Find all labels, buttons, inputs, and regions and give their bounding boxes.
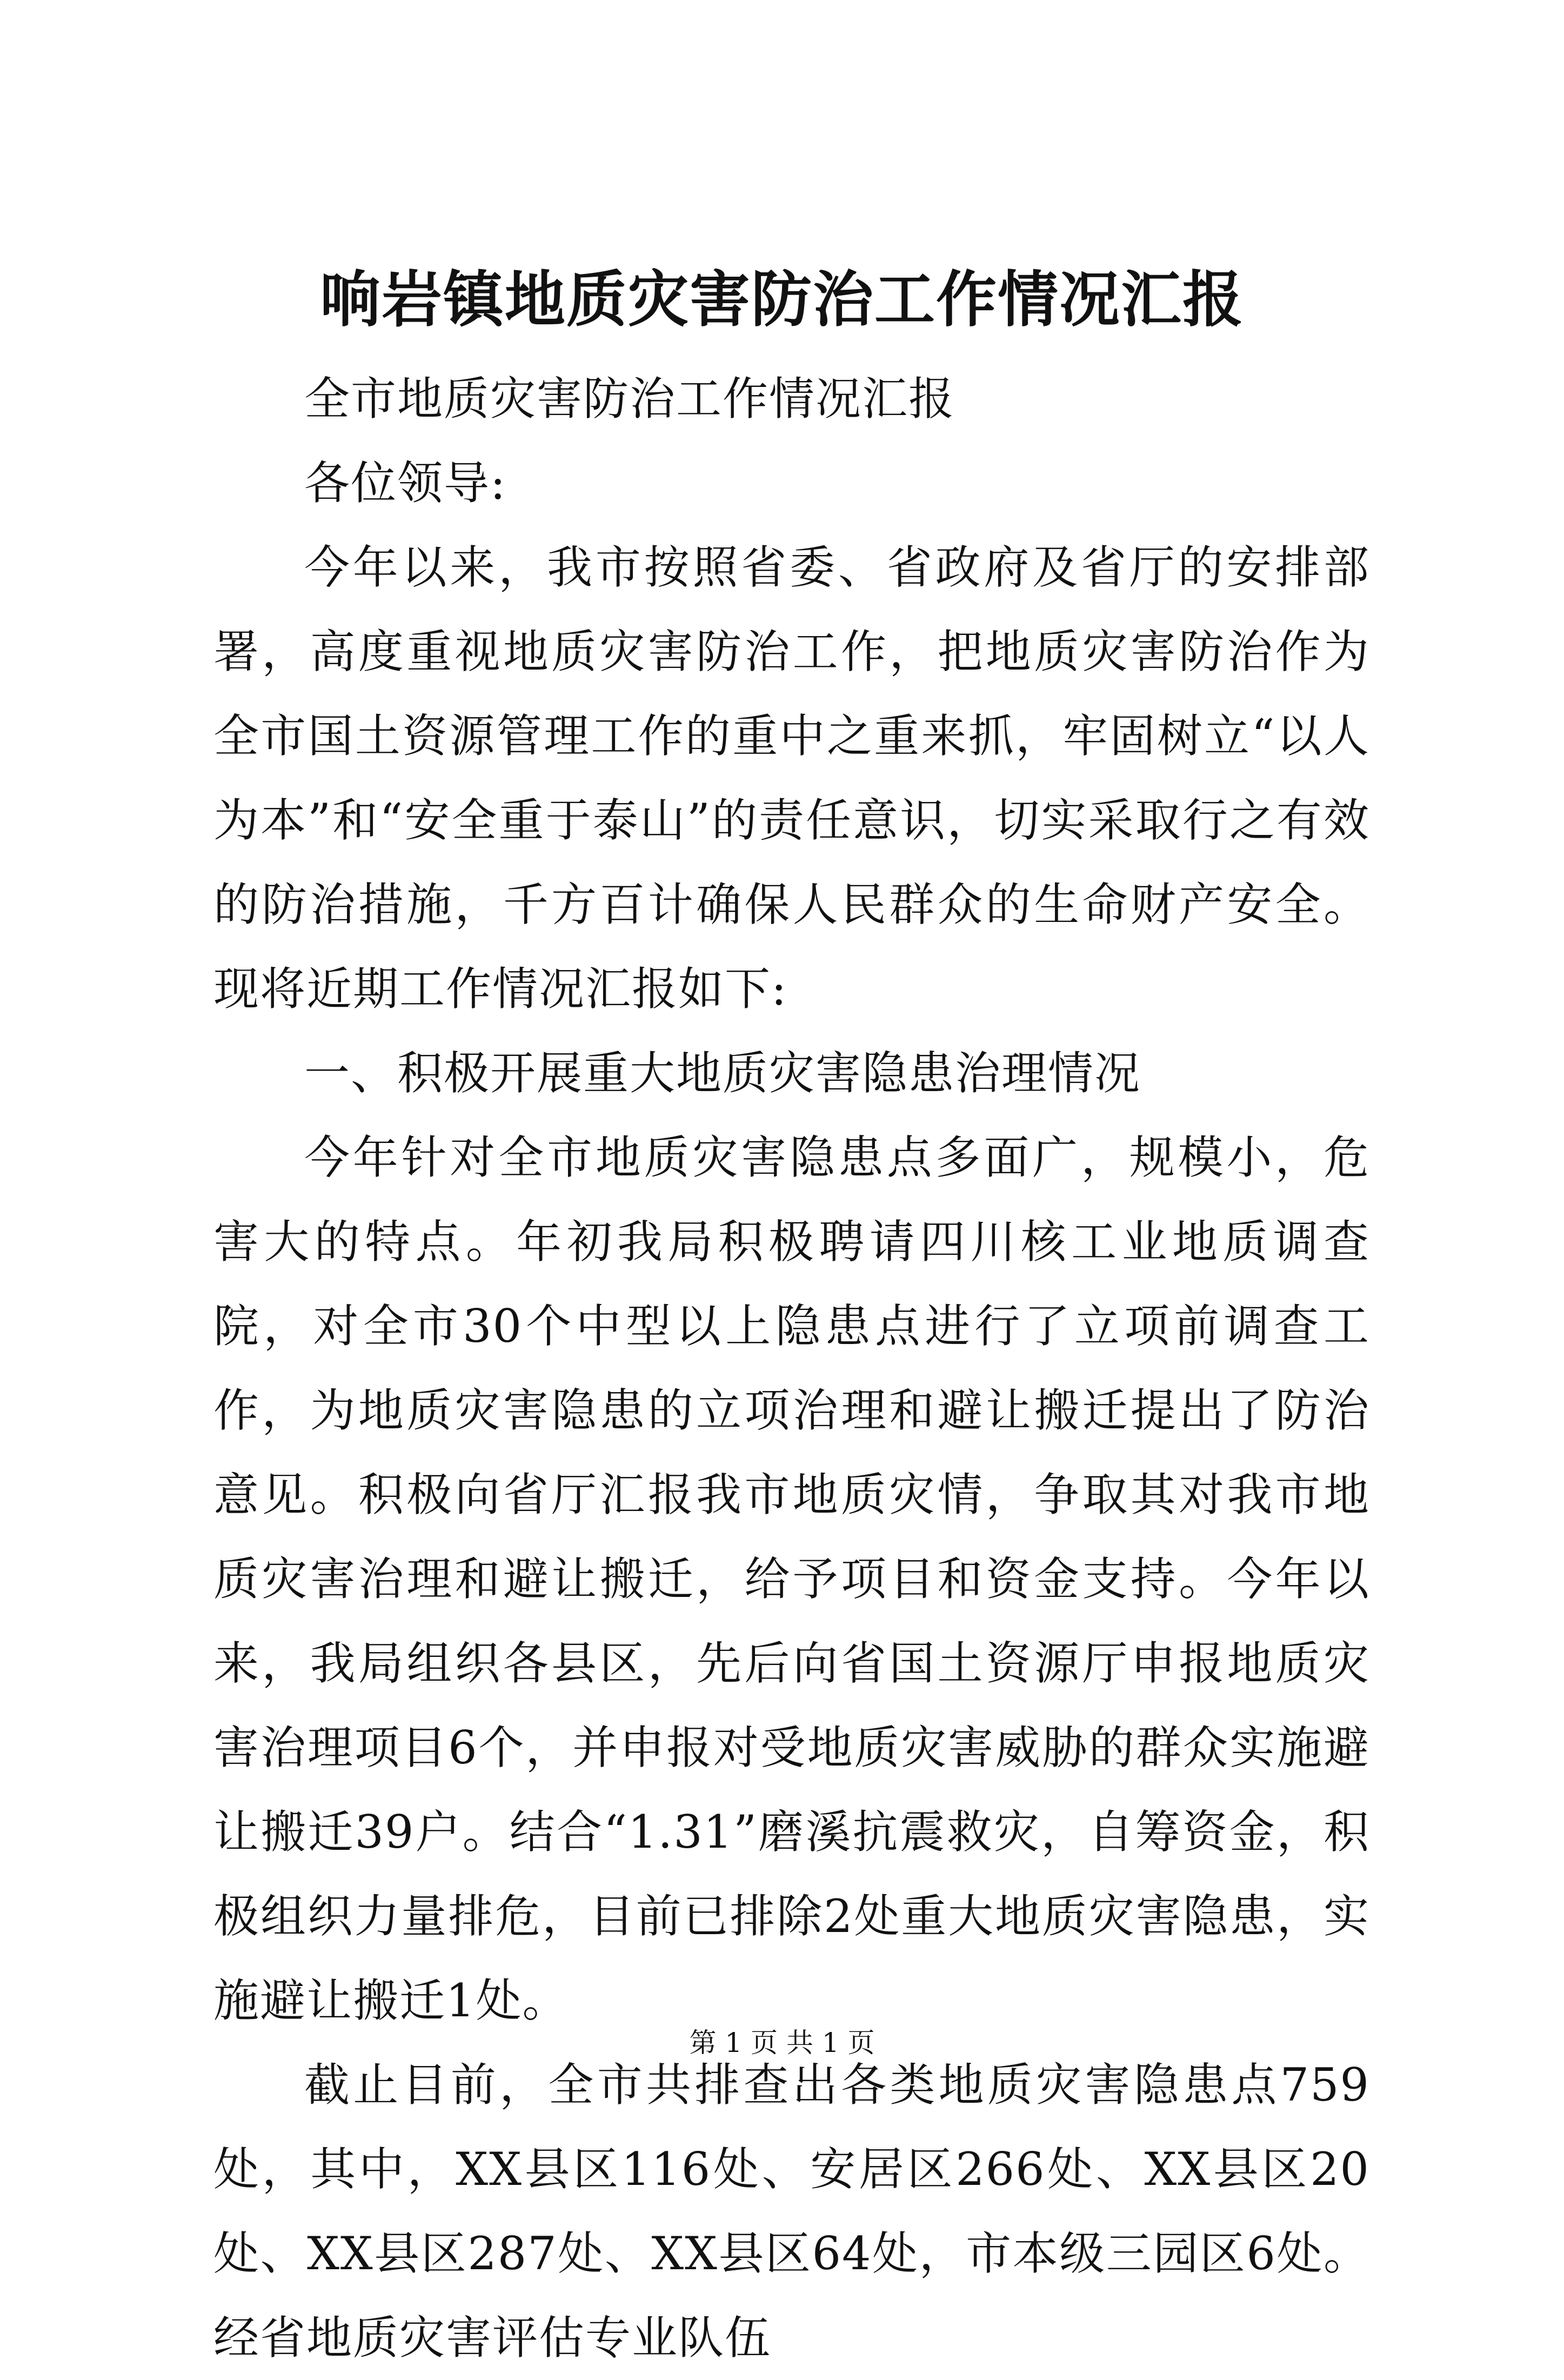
intro-paragraph: 今年以来，我市按照省委、省政府及省厅的安排部署，高度重视地质灾害防治工作，把地质灾害防治作为全市国土资源管理工作的重中之重来抓，牢固树立“以人为本”和“安全重于泰山”的责任意识，切实采取行之有效的防治措施，千方百计确保人民群众的生命财产安全。现将近期工作情况汇报如下:: [213, 541, 1370, 1015]
section-heading: 一、积极开展重大地质灾害隐患治理情况: [304, 1047, 1141, 1100]
page-footer: 第 1 页 共 1 页: [689, 2027, 875, 2058]
subtitle-paragraph: 全市地质灾害防治工作情况汇报: [304, 372, 955, 425]
salutation-paragraph: 各位领导:: [304, 457, 507, 510]
body-paragraph: 截止目前，全市共排查出各类地质灾害隐患点759处，其中，XX县区116处、安居区266处、XX县区20处、XX县区287处、XX县区64处，市本级三园区6处。经省地质灾害评估专业队伍: [213, 2058, 1370, 2364]
document-body: [213, 357, 1370, 2380]
document-title: 响岩镇地质灾害防治工作情况汇报: [320, 264, 1244, 335]
body-paragraph: 今年针对全市地质灾害隐患点多面广，规模小，危害大的特点。年初我局积极聘请四川核工业地质调查院，对全市30个中型以上隐患点进行了立项前调查工作，为地质灾害隐患的立项治理和避让搬迁提出了防治意见。积极向省厅汇报我市地质灾情，争取其对我市地质灾害治理和避让搬迁，给予项目和资金支持。今年以来，我局组织各县区，先后向省国土资源厅申报地质灾害治理项目6个，并申报对受地质灾害威胁的群众实施避让搬迁39户。结合“1.31”磨溪抗震救灾，自筹资金，积极组织力量排危，目前已排除2处重大地质灾害隐患，实施避让搬迁1处。: [213, 1131, 1370, 2027]
